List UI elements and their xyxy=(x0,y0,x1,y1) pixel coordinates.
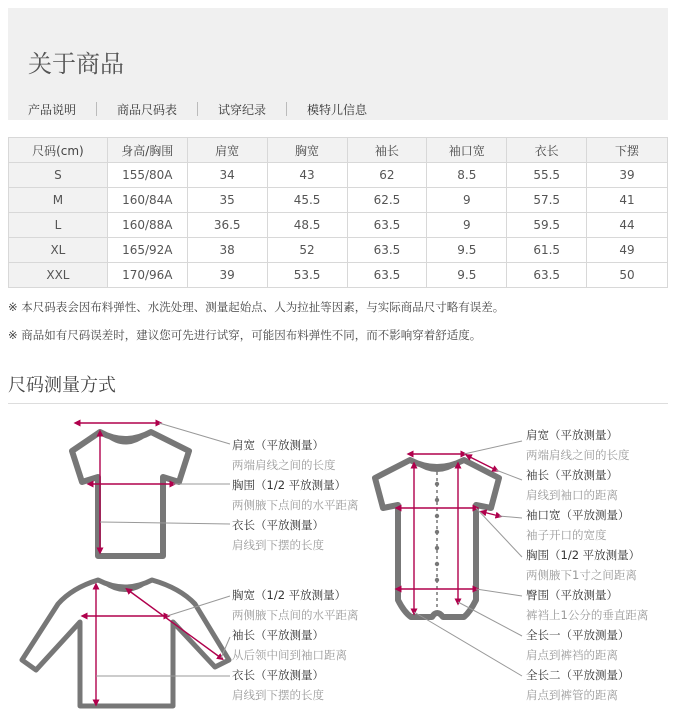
table-cell: 43 xyxy=(267,163,347,188)
column-header: 肩宽 xyxy=(187,138,267,163)
table-cell: 39 xyxy=(187,263,267,288)
romper-length1-desc: 肩点到裤裆的距离 xyxy=(526,648,618,662)
tab-product-description[interactable]: 产品说明 xyxy=(28,102,77,117)
table-cell: 165/92A xyxy=(107,238,187,263)
column-header: 衣长 xyxy=(507,138,587,163)
size-note: ※ 本尺码表会因布料弹性、水洗处理、测量起始点、人为拉扯等因素，与实际商品尺寸略有误差。 xyxy=(8,300,505,314)
tshirt-diagram xyxy=(72,423,230,556)
sweater-chest-desc: 两侧腋下点间的水平距离 xyxy=(232,608,359,622)
tab-divider xyxy=(96,102,97,116)
table-cell: 9.5 xyxy=(427,238,507,263)
tshirt-shoulder-label: 肩宽（平放测量） xyxy=(232,438,324,452)
sweater-sleeve-desc: 从后领中间到袖口距离 xyxy=(232,648,347,662)
column-header: 身高/胸围 xyxy=(107,138,187,163)
table-cell: 160/84A xyxy=(107,188,187,213)
size-table xyxy=(8,137,668,288)
romper-sleeve-label: 袖长（平放测量） xyxy=(526,468,618,482)
table-cell: 59.5 xyxy=(507,213,587,238)
table-row xyxy=(9,188,668,213)
romper-chest-label: 胸围（1/2 平放测量） xyxy=(526,548,641,562)
sweater-chest-label: 胸宽（1/2 平放测量） xyxy=(232,588,347,602)
table-cell: L xyxy=(9,213,108,238)
tshirt-chest-label: 胸围（1/2 平放测量） xyxy=(232,478,347,492)
table-cell: 63.5 xyxy=(347,238,427,263)
measure-section-title: 尺码测量方式 xyxy=(8,375,116,396)
table-cell: XXL xyxy=(9,263,108,288)
table-cell: 36.5 xyxy=(187,213,267,238)
table-cell: 35 xyxy=(187,188,267,213)
table-cell: 170/96A xyxy=(107,263,187,288)
table-cell: 53.5 xyxy=(267,263,347,288)
table-cell: 63.5 xyxy=(507,263,587,288)
table-cell: 9 xyxy=(427,213,507,238)
table-cell: 160/88A xyxy=(107,213,187,238)
sweater-length-label: 衣长（平放测量） xyxy=(232,668,324,682)
product-tabs xyxy=(28,98,367,120)
table-cell: 62 xyxy=(347,163,427,188)
table-cell: 49 xyxy=(587,238,668,263)
table-row xyxy=(9,238,668,263)
table-cell: 9 xyxy=(427,188,507,213)
table-cell: 41 xyxy=(587,188,668,213)
fit-note: ※ 商品如有尺码误差时，建议您可先进行试穿，可能因布料弹性不同，而不影响穿着舒适度。 xyxy=(8,328,482,342)
romper-shoulder-desc: 两端肩线之间的长度 xyxy=(526,448,630,462)
section-divider xyxy=(8,403,668,404)
table-cell: 155/80A xyxy=(107,163,187,188)
romper-cuff-label: 袖口宽（平放测量） xyxy=(526,508,630,522)
column-header: 尺码(cm) xyxy=(9,138,108,163)
romper-cuff-desc: 袖子开口的宽度 xyxy=(526,528,607,542)
table-cell: 9.5 xyxy=(427,263,507,288)
table-row xyxy=(9,163,668,188)
table-cell: 39 xyxy=(587,163,668,188)
tab-model-info[interactable]: 模特儿信息 xyxy=(307,102,368,117)
table-cell: 48.5 xyxy=(267,213,347,238)
romper-length1-label: 全长一（平放测量） xyxy=(526,628,630,642)
sweater-sleeve-label: 袖长（平放测量） xyxy=(232,628,324,642)
romper-chest-desc: 两侧腋下1寸之间距离 xyxy=(526,568,637,582)
tshirt-length-label: 衣长（平放测量） xyxy=(232,518,324,532)
romper-length2-label: 全长二（平放测量） xyxy=(526,668,630,682)
tshirt-length-desc: 肩线到下摆的长度 xyxy=(232,538,324,552)
table-header-row xyxy=(9,138,668,163)
romper-diagram xyxy=(375,441,522,676)
table-cell: 52 xyxy=(267,238,347,263)
table-cell: 63.5 xyxy=(347,213,427,238)
tab-fitting-record[interactable]: 试穿纪录 xyxy=(218,102,267,117)
romper-shoulder-label: 肩宽（平放测量） xyxy=(526,428,618,442)
table-cell: 45.5 xyxy=(267,188,347,213)
column-header: 袖长 xyxy=(347,138,427,163)
table-row xyxy=(9,213,668,238)
table-cell: 34 xyxy=(187,163,267,188)
table-cell: M xyxy=(9,188,108,213)
table-cell: 38 xyxy=(187,238,267,263)
table-cell: 57.5 xyxy=(507,188,587,213)
column-header: 胸宽 xyxy=(267,138,347,163)
table-cell: XL xyxy=(9,238,108,263)
product-header xyxy=(8,8,668,120)
sweater-length-desc: 肩线到下摆的长度 xyxy=(232,688,324,702)
table-cell: 44 xyxy=(587,213,668,238)
table-cell: 55.5 xyxy=(507,163,587,188)
table-cell: 63.5 xyxy=(347,263,427,288)
column-header: 下摆 xyxy=(587,138,668,163)
table-cell: 61.5 xyxy=(507,238,587,263)
romper-sleeve-desc: 肩线到袖口的距离 xyxy=(526,488,618,502)
table-cell: S xyxy=(9,163,108,188)
romper-hip-label: 臀围（平放测量） xyxy=(526,588,618,602)
tshirt-shoulder-desc: 两端肩线之间的长度 xyxy=(232,458,336,472)
tab-divider xyxy=(286,102,287,116)
tshirt-chest-desc: 两侧腋下点间的水平距离 xyxy=(232,498,359,512)
page-title: 关于商品 xyxy=(28,50,124,78)
sweater-diagram xyxy=(22,580,230,706)
table-cell: 8.5 xyxy=(427,163,507,188)
table-row xyxy=(9,263,668,288)
tab-divider xyxy=(197,102,198,116)
table-cell: 50 xyxy=(587,263,668,288)
romper-length2-desc: 肩点到裤管的距离 xyxy=(526,688,618,702)
romper-hip-desc: 裤裆上1公分的垂直距离 xyxy=(526,608,649,622)
tab-size-chart[interactable]: 商品尺码表 xyxy=(117,102,178,117)
column-header: 袖口宽 xyxy=(427,138,507,163)
table-cell: 62.5 xyxy=(347,188,427,213)
